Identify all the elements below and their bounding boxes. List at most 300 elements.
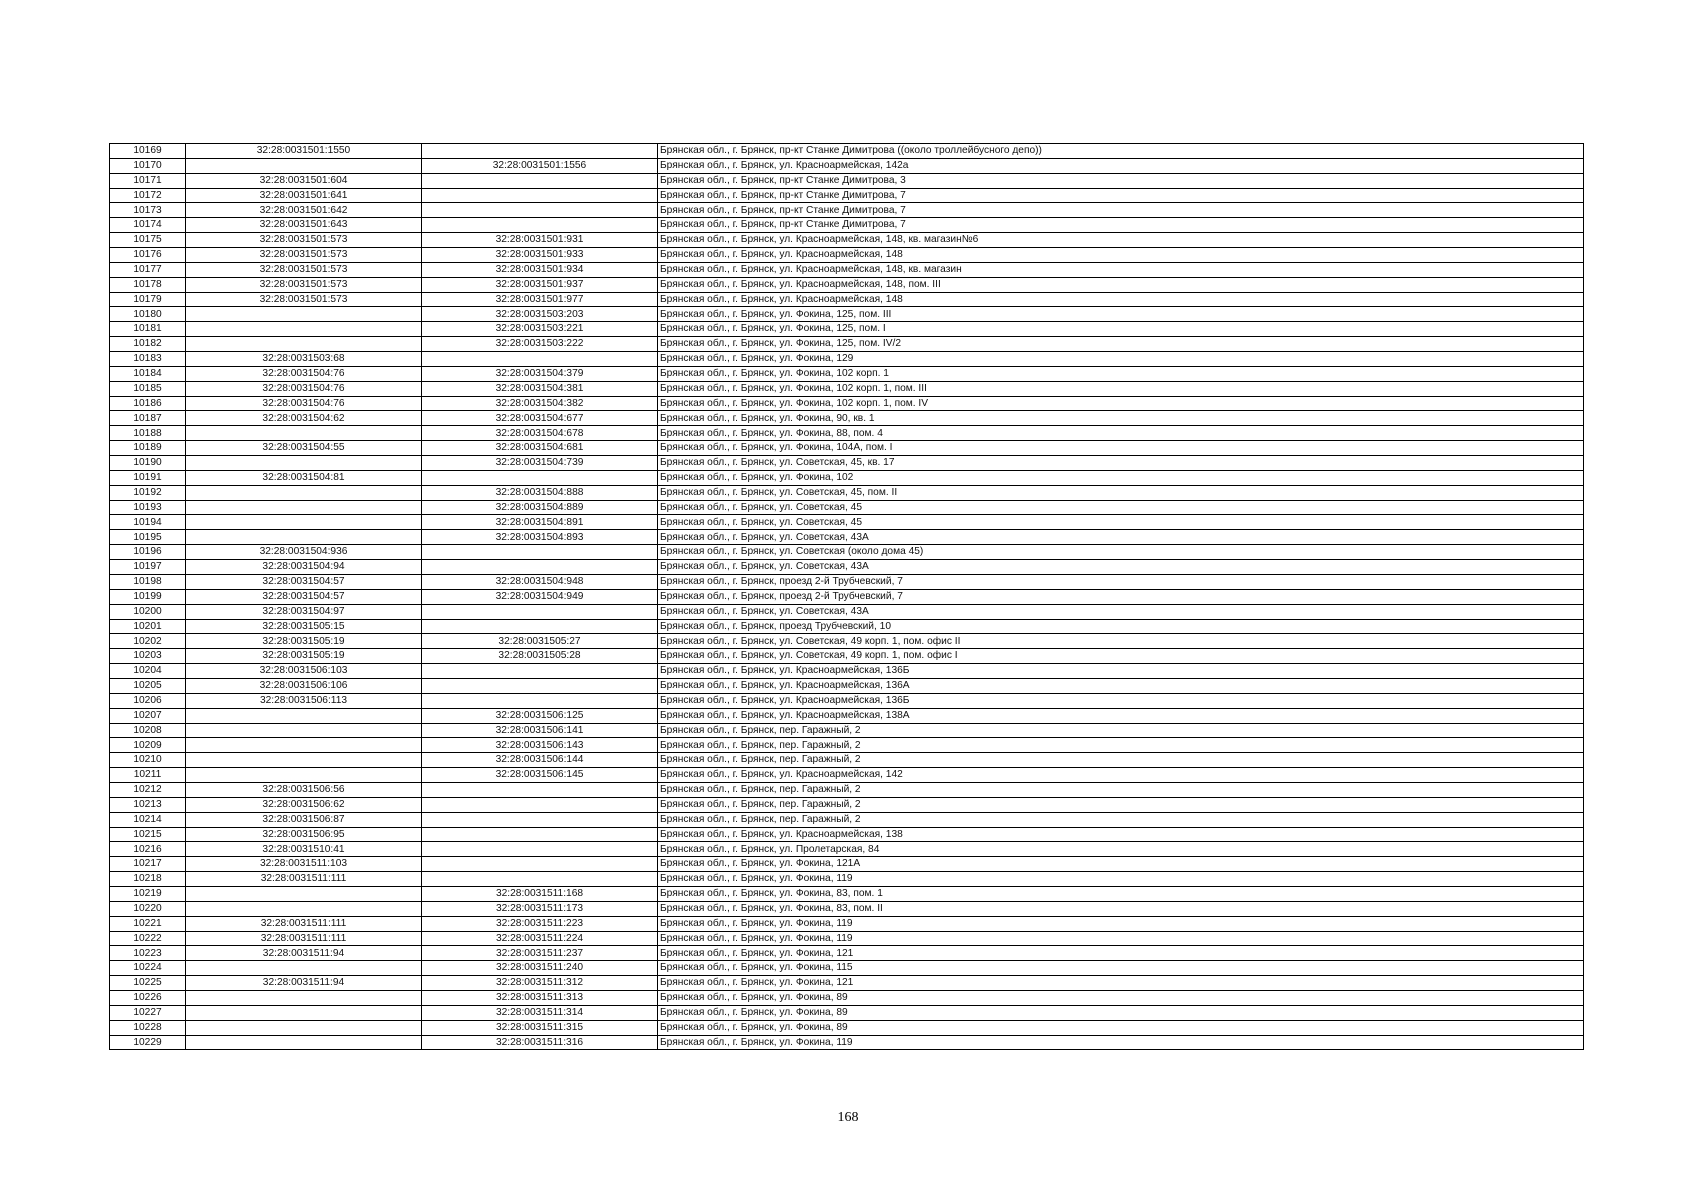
row-number-cell: 10211 (110, 768, 186, 783)
table-row (110, 470, 1584, 485)
registry-table (109, 143, 1584, 1050)
cadastral-number-cell (186, 990, 422, 1005)
cadastral-number-cell: 32:28:0031505:19 (186, 649, 422, 664)
address-cell: Брянская обл., г. Брянск, пр-кт Станке Димитрова, 7 (658, 188, 1584, 203)
cadastral-number-cell: 32:28:0031511:111 (186, 931, 422, 946)
table-row (110, 530, 1584, 545)
table-row (110, 738, 1584, 753)
object-cadastral-number-cell: 32:28:0031504:891 (422, 515, 658, 530)
address-cell: Брянская обл., г. Брянск, ул. Красноармейская, 138А (658, 708, 1584, 723)
address-cell: Брянская обл., г. Брянск, ул. Фокина, 90, кв. 1 (658, 411, 1584, 426)
address-cell: Брянская обл., г. Брянск, ул. Советская, 45, кв. 17 (658, 456, 1584, 471)
row-number-cell: 10202 (110, 634, 186, 649)
row-number-cell: 10181 (110, 322, 186, 337)
row-number-cell: 10173 (110, 203, 186, 218)
address-cell: Брянская обл., г. Брянск, ул. Советская (около дома 45) (658, 545, 1584, 560)
object-cadastral-number-cell: 32:28:0031506:143 (422, 738, 658, 753)
table-row (110, 589, 1584, 604)
table-row (110, 1020, 1584, 1035)
address-cell: Брянская обл., г. Брянск, ул. Советская, 49 корп. 1, пом. офис II (658, 634, 1584, 649)
table-row (110, 500, 1584, 515)
cadastral-number-cell (186, 307, 422, 322)
object-cadastral-number-cell (422, 827, 658, 842)
table-row (110, 322, 1584, 337)
object-cadastral-number-cell: 32:28:0031501:937 (422, 277, 658, 292)
address-cell: Брянская обл., г. Брянск, пер. Гаражный, 2 (658, 812, 1584, 827)
object-cadastral-number-cell: 32:28:0031504:948 (422, 574, 658, 589)
row-number-cell: 10187 (110, 411, 186, 426)
object-cadastral-number-cell: 32:28:0031506:144 (422, 753, 658, 768)
table-row (110, 634, 1584, 649)
table-row (110, 144, 1584, 159)
object-cadastral-number-cell (422, 619, 658, 634)
object-cadastral-number-cell: 32:28:0031503:203 (422, 307, 658, 322)
table-row (110, 901, 1584, 916)
row-number-cell: 10212 (110, 782, 186, 797)
address-cell: Брянская обл., г. Брянск, ул. Советская, 43А (658, 560, 1584, 575)
object-cadastral-number-cell: 32:28:0031506:141 (422, 723, 658, 738)
table-row (110, 173, 1584, 188)
cadastral-number-cell: 32:28:0031504:62 (186, 411, 422, 426)
table-row (110, 203, 1584, 218)
address-cell: Брянская обл., г. Брянск, ул. Фокина, 121 (658, 946, 1584, 961)
object-cadastral-number-cell: 32:28:0031501:977 (422, 292, 658, 307)
table-row (110, 708, 1584, 723)
address-cell: Брянская обл., г. Брянск, ул. Красноармейская, 148, кв. магазин№6 (658, 233, 1584, 248)
object-cadastral-number-cell (422, 872, 658, 887)
row-number-cell: 10198 (110, 574, 186, 589)
cadastral-number-cell: 32:28:0031511:103 (186, 857, 422, 872)
row-number-cell: 10172 (110, 188, 186, 203)
row-number-cell: 10213 (110, 797, 186, 812)
row-number-cell: 10177 (110, 262, 186, 277)
cadastral-number-cell (186, 322, 422, 337)
object-cadastral-number-cell: 32:28:0031504:381 (422, 381, 658, 396)
address-cell: Брянская обл., г. Брянск, ул. Фокина, 83, пом. II (658, 901, 1584, 916)
address-cell: Брянская обл., г. Брянск, ул. Красноармейская, 148, кв. магазин (658, 262, 1584, 277)
address-cell: Брянская обл., г. Брянск, ул. Красноармейская, 138 (658, 827, 1584, 842)
cadastral-number-cell: 32:28:0031505:19 (186, 634, 422, 649)
address-cell: Брянская обл., г. Брянск, ул. Фокина, 88, пом. 4 (658, 426, 1584, 441)
object-cadastral-number-cell (422, 693, 658, 708)
cadastral-number-cell: 32:28:0031504:76 (186, 396, 422, 411)
row-number-cell: 10170 (110, 158, 186, 173)
cadastral-number-cell (186, 500, 422, 515)
object-cadastral-number-cell: 32:28:0031504:888 (422, 485, 658, 500)
cadastral-number-cell (186, 158, 422, 173)
address-cell: Брянская обл., г. Брянск, пер. Гаражный, 2 (658, 723, 1584, 738)
row-number-cell: 10196 (110, 545, 186, 560)
address-cell: Брянская обл., г. Брянск, ул. Красноармейская, 142а (658, 158, 1584, 173)
table-row (110, 678, 1584, 693)
cadastral-number-cell: 32:28:0031506:103 (186, 664, 422, 679)
address-cell: Брянская обл., г. Брянск, ул. Советская, 49 корп. 1, пом. офис I (658, 649, 1584, 664)
row-number-cell: 10183 (110, 352, 186, 367)
table-row (110, 188, 1584, 203)
object-cadastral-number-cell: 32:28:0031504:382 (422, 396, 658, 411)
address-cell: Брянская обл., г. Брянск, ул. Фокина, 102 корп. 1, пом. IV (658, 396, 1584, 411)
table-row (110, 560, 1584, 575)
row-number-cell: 10205 (110, 678, 186, 693)
object-cadastral-number-cell (422, 664, 658, 679)
table-row (110, 723, 1584, 738)
row-number-cell: 10209 (110, 738, 186, 753)
table-row (110, 812, 1584, 827)
table-row (110, 233, 1584, 248)
row-number-cell: 10178 (110, 277, 186, 292)
row-number-cell: 10192 (110, 485, 186, 500)
row-number-cell: 10176 (110, 248, 186, 263)
row-number-cell: 10226 (110, 990, 186, 1005)
object-cadastral-number-cell: 32:28:0031504:681 (422, 441, 658, 456)
table-row (110, 664, 1584, 679)
table-row (110, 292, 1584, 307)
object-cadastral-number-cell: 32:28:0031504:677 (422, 411, 658, 426)
object-cadastral-number-cell (422, 470, 658, 485)
table-row (110, 441, 1584, 456)
object-cadastral-number-cell: 32:28:0031504:678 (422, 426, 658, 441)
address-cell: Брянская обл., г. Брянск, ул. Фокина, 89 (658, 1005, 1584, 1020)
cadastral-number-cell (186, 901, 422, 916)
page-number: 168 (837, 1110, 859, 1125)
address-cell: Брянская обл., г. Брянск, ул. Фокина, 89 (658, 1020, 1584, 1035)
table-row (110, 619, 1584, 634)
address-cell: Брянская обл., г. Брянск, ул. Фокина, 129 (658, 352, 1584, 367)
address-cell: Брянская обл., г. Брянск, пр-кт Станке Димитрова, 7 (658, 218, 1584, 233)
row-number-cell: 10197 (110, 560, 186, 575)
cadastral-number-cell: 32:28:0031504:97 (186, 604, 422, 619)
table-row (110, 797, 1584, 812)
object-cadastral-number-cell: 32:28:0031503:222 (422, 337, 658, 352)
address-cell: Брянская обл., г. Брянск, ул. Красноармейская, 148, пом. III (658, 277, 1584, 292)
object-cadastral-number-cell: 32:28:0031511:312 (422, 976, 658, 991)
row-number-cell: 10179 (110, 292, 186, 307)
cadastral-number-cell: 32:28:0031503:68 (186, 352, 422, 367)
object-cadastral-number-cell: 32:28:0031511:237 (422, 946, 658, 961)
table-row (110, 411, 1584, 426)
table-row (110, 352, 1584, 367)
table-row (110, 916, 1584, 931)
table-row (110, 381, 1584, 396)
table-row (110, 337, 1584, 352)
row-number-cell: 10184 (110, 366, 186, 381)
cadastral-number-cell: 32:28:0031504:57 (186, 589, 422, 604)
object-cadastral-number-cell: 32:28:0031511:313 (422, 990, 658, 1005)
cadastral-number-cell: 32:28:0031501:573 (186, 233, 422, 248)
cadastral-number-cell (186, 1020, 422, 1035)
cadastral-number-cell: 32:28:0031504:57 (186, 574, 422, 589)
object-cadastral-number-cell: 32:28:0031504:379 (422, 366, 658, 381)
cadastral-number-cell: 32:28:0031501:1550 (186, 144, 422, 159)
object-cadastral-number-cell (422, 545, 658, 560)
row-number-cell: 10194 (110, 515, 186, 530)
object-cadastral-number-cell: 32:28:0031511:314 (422, 1005, 658, 1020)
cadastral-number-cell: 32:28:0031505:15 (186, 619, 422, 634)
row-number-cell: 10220 (110, 901, 186, 916)
cadastral-number-cell (186, 530, 422, 545)
registry-table-body (110, 144, 1584, 1050)
table-row (110, 248, 1584, 263)
cadastral-number-cell: 32:28:0031501:641 (186, 188, 422, 203)
object-cadastral-number-cell: 32:28:0031506:125 (422, 708, 658, 723)
row-number-cell: 10224 (110, 961, 186, 976)
address-cell: Брянская обл., г. Брянск, ул. Красноармейская, 148 (658, 292, 1584, 307)
table-row (110, 1005, 1584, 1020)
object-cadastral-number-cell: 32:28:0031501:931 (422, 233, 658, 248)
object-cadastral-number-cell (422, 857, 658, 872)
object-cadastral-number-cell: 32:28:0031505:27 (422, 634, 658, 649)
address-cell: Брянская обл., г. Брянск, пер. Гаражный, 2 (658, 738, 1584, 753)
cadastral-number-cell (186, 738, 422, 753)
cadastral-number-cell: 32:28:0031504:76 (186, 381, 422, 396)
address-cell: Брянская обл., г. Брянск, ул. Советская, 45 (658, 500, 1584, 515)
row-number-cell: 10227 (110, 1005, 186, 1020)
row-number-cell: 10214 (110, 812, 186, 827)
cadastral-number-cell: 32:28:0031506:62 (186, 797, 422, 812)
object-cadastral-number-cell: 32:28:0031511:315 (422, 1020, 658, 1035)
table-row (110, 396, 1584, 411)
object-cadastral-number-cell (422, 842, 658, 857)
table-row (110, 604, 1584, 619)
object-cadastral-number-cell (422, 173, 658, 188)
object-cadastral-number-cell: 32:28:0031511:240 (422, 961, 658, 976)
cadastral-number-cell: 32:28:0031501:573 (186, 292, 422, 307)
object-cadastral-number-cell (422, 560, 658, 575)
object-cadastral-number-cell (422, 782, 658, 797)
address-cell: Брянская обл., г. Брянск, ул. Фокина, 125, пом. I (658, 322, 1584, 337)
cadastral-number-cell: 32:28:0031511:94 (186, 946, 422, 961)
address-cell: Брянская обл., г. Брянск, ул. Фокина, 119 (658, 872, 1584, 887)
row-number-cell: 10193 (110, 500, 186, 515)
cadastral-number-cell: 32:28:0031501:642 (186, 203, 422, 218)
address-cell: Брянская обл., г. Брянск, ул. Фокина, 102 корп. 1 (658, 366, 1584, 381)
row-number-cell: 10185 (110, 381, 186, 396)
table-row (110, 307, 1584, 322)
row-number-cell: 10215 (110, 827, 186, 842)
object-cadastral-number-cell (422, 678, 658, 693)
cadastral-number-cell: 32:28:0031510:41 (186, 842, 422, 857)
row-number-cell: 10169 (110, 144, 186, 159)
row-number-cell: 10208 (110, 723, 186, 738)
row-number-cell: 10218 (110, 872, 186, 887)
table-row (110, 886, 1584, 901)
cadastral-number-cell: 32:28:0031504:76 (186, 366, 422, 381)
row-number-cell: 10171 (110, 173, 186, 188)
address-cell: Брянская обл., г. Брянск, ул. Фокина, 121А (658, 857, 1584, 872)
cadastral-number-cell (186, 337, 422, 352)
table-row (110, 366, 1584, 381)
object-cadastral-number-cell: 32:28:0031501:1556 (422, 158, 658, 173)
address-cell: Брянская обл., г. Брянск, пер. Гаражный, 2 (658, 782, 1584, 797)
table-row (110, 872, 1584, 887)
table-row (110, 262, 1584, 277)
address-cell: Брянская обл., г. Брянск, ул. Красноармейская, 136Б (658, 693, 1584, 708)
cadastral-number-cell: 32:28:0031501:573 (186, 262, 422, 277)
cadastral-number-cell (186, 886, 422, 901)
row-number-cell: 10200 (110, 604, 186, 619)
address-cell: Брянская обл., г. Брянск, ул. Советская, 43А (658, 604, 1584, 619)
cadastral-number-cell: 32:28:0031511:111 (186, 916, 422, 931)
row-number-cell: 10204 (110, 664, 186, 679)
object-cadastral-number-cell (422, 218, 658, 233)
object-cadastral-number-cell: 32:28:0031511:173 (422, 901, 658, 916)
object-cadastral-number-cell (422, 352, 658, 367)
object-cadastral-number-cell: 32:28:0031501:933 (422, 248, 658, 263)
cadastral-number-cell: 32:28:0031504:94 (186, 560, 422, 575)
table-row (110, 976, 1584, 991)
cadastral-number-cell (186, 753, 422, 768)
address-cell: Брянская обл., г. Брянск, ул. Фокина, 119 (658, 1035, 1584, 1050)
address-cell: Брянская обл., г. Брянск, ул. Фокина, 115 (658, 961, 1584, 976)
cadastral-number-cell (186, 1035, 422, 1050)
address-cell: Брянская обл., г. Брянск, ул. Красноармейская, 148 (658, 248, 1584, 263)
object-cadastral-number-cell (422, 797, 658, 812)
address-cell: Брянская обл., г. Брянск, ул. Красноармейская, 142 (658, 768, 1584, 783)
table-row (110, 277, 1584, 292)
table-row (110, 1035, 1584, 1050)
cadastral-number-cell: 32:28:0031506:56 (186, 782, 422, 797)
table-row (110, 485, 1584, 500)
row-number-cell: 10190 (110, 456, 186, 471)
object-cadastral-number-cell: 32:28:0031511:316 (422, 1035, 658, 1050)
table-row (110, 426, 1584, 441)
cadastral-number-cell (186, 1005, 422, 1020)
object-cadastral-number-cell: 32:28:0031504:893 (422, 530, 658, 545)
address-cell: Брянская обл., г. Брянск, проезд Трубчевский, 10 (658, 619, 1584, 634)
table-row (110, 574, 1584, 589)
table-row (110, 990, 1584, 1005)
table-row (110, 515, 1584, 530)
address-cell: Брянская обл., г. Брянск, ул. Фокина, 119 (658, 916, 1584, 931)
cadastral-number-cell: 32:28:0031504:55 (186, 441, 422, 456)
address-cell: Брянская обл., г. Брянск, ул. Фокина, 102 корп. 1, пом. III (658, 381, 1584, 396)
cadastral-number-cell: 32:28:0031501:604 (186, 173, 422, 188)
address-cell: Брянская обл., г. Брянск, ул. Советская, 43А (658, 530, 1584, 545)
address-cell: Брянская обл., г. Брянск, ул. Пролетарская, 84 (658, 842, 1584, 857)
row-number-cell: 10201 (110, 619, 186, 634)
table-row (110, 456, 1584, 471)
row-number-cell: 10191 (110, 470, 186, 485)
row-number-cell: 10189 (110, 441, 186, 456)
table-row (110, 649, 1584, 664)
object-cadastral-number-cell: 32:28:0031506:145 (422, 768, 658, 783)
cadastral-number-cell (186, 961, 422, 976)
cadastral-number-cell: 32:28:0031506:95 (186, 827, 422, 842)
object-cadastral-number-cell (422, 604, 658, 619)
object-cadastral-number-cell: 32:28:0031504:889 (422, 500, 658, 515)
row-number-cell: 10199 (110, 589, 186, 604)
cadastral-number-cell (186, 515, 422, 530)
cadastral-number-cell (186, 485, 422, 500)
cadastral-number-cell: 32:28:0031501:643 (186, 218, 422, 233)
address-cell: Брянская обл., г. Брянск, ул. Фокина, 119 (658, 931, 1584, 946)
row-number-cell: 10228 (110, 1020, 186, 1035)
cadastral-number-cell: 32:28:0031506:87 (186, 812, 422, 827)
table-row (110, 961, 1584, 976)
object-cadastral-number-cell (422, 812, 658, 827)
table-row (110, 753, 1584, 768)
object-cadastral-number-cell: 32:28:0031505:28 (422, 649, 658, 664)
row-number-cell: 10174 (110, 218, 186, 233)
row-number-cell: 10210 (110, 753, 186, 768)
row-number-cell: 10203 (110, 649, 186, 664)
row-number-cell: 10182 (110, 337, 186, 352)
row-number-cell: 10195 (110, 530, 186, 545)
address-cell: Брянская обл., г. Брянск, ул. Фокина, 102 (658, 470, 1584, 485)
row-number-cell: 10216 (110, 842, 186, 857)
address-cell: Брянская обл., г. Брянск, проезд 2-й Трубчевский, 7 (658, 574, 1584, 589)
table-row (110, 693, 1584, 708)
row-number-cell: 10222 (110, 931, 186, 946)
row-number-cell: 10180 (110, 307, 186, 322)
address-cell: Брянская обл., г. Брянск, пр-кт Станке Димитрова, 7 (658, 203, 1584, 218)
table-row (110, 782, 1584, 797)
address-cell: Брянская обл., г. Брянск, пер. Гаражный, 2 (658, 753, 1584, 768)
cadastral-number-cell (186, 708, 422, 723)
object-cadastral-number-cell: 32:28:0031511:168 (422, 886, 658, 901)
address-cell: Брянская обл., г. Брянск, ул. Красноармейская, 136А (658, 678, 1584, 693)
row-number-cell: 10175 (110, 233, 186, 248)
table-row (110, 827, 1584, 842)
object-cadastral-number-cell: 32:28:0031501:934 (422, 262, 658, 277)
row-number-cell: 10217 (110, 857, 186, 872)
cadastral-number-cell: 32:28:0031511:94 (186, 976, 422, 991)
object-cadastral-number-cell: 32:28:0031503:221 (422, 322, 658, 337)
address-cell: Брянская обл., г. Брянск, проезд 2-й Трубчевский, 7 (658, 589, 1584, 604)
object-cadastral-number-cell: 32:28:0031511:224 (422, 931, 658, 946)
table-row (110, 857, 1584, 872)
table-row (110, 842, 1584, 857)
address-cell: Брянская обл., г. Брянск, ул. Красноармейская, 136Б (658, 664, 1584, 679)
object-cadastral-number-cell: 32:28:0031504:739 (422, 456, 658, 471)
address-cell: Брянская обл., г. Брянск, ул. Фокина, 125, пом. IV/2 (658, 337, 1584, 352)
cadastral-number-cell: 32:28:0031504:936 (186, 545, 422, 560)
object-cadastral-number-cell (422, 188, 658, 203)
table-row (110, 158, 1584, 173)
address-cell: Брянская обл., г. Брянск, ул. Фокина, 104А, пом. I (658, 441, 1584, 456)
cadastral-number-cell: 32:28:0031506:113 (186, 693, 422, 708)
cadastral-number-cell (186, 426, 422, 441)
object-cadastral-number-cell (422, 144, 658, 159)
table-row (110, 545, 1584, 560)
address-cell: Брянская обл., г. Брянск, ул. Фокина, 89 (658, 990, 1584, 1005)
address-cell: Брянская обл., г. Брянск, ул. Фокина, 83, пом. 1 (658, 886, 1584, 901)
cadastral-number-cell: 32:28:0031506:106 (186, 678, 422, 693)
row-number-cell: 10186 (110, 396, 186, 411)
cadastral-number-cell: 32:28:0031511:111 (186, 872, 422, 887)
address-cell: Брянская обл., г. Брянск, пер. Гаражный, 2 (658, 797, 1584, 812)
address-cell: Брянская обл., г. Брянск, ул. Фокина, 121 (658, 976, 1584, 991)
object-cadastral-number-cell: 32:28:0031511:223 (422, 916, 658, 931)
table-row (110, 218, 1584, 233)
address-cell: Брянская обл., г. Брянск, ул. Фокина, 125, пом. III (658, 307, 1584, 322)
address-cell: Брянская обл., г. Брянск, пр-кт Станке Димитрова, 3 (658, 173, 1584, 188)
table-row (110, 931, 1584, 946)
row-number-cell: 10188 (110, 426, 186, 441)
row-number-cell: 10229 (110, 1035, 186, 1050)
row-number-cell: 10223 (110, 946, 186, 961)
table-row (110, 768, 1584, 783)
address-cell: Брянская обл., г. Брянск, ул. Советская, 45 (658, 515, 1584, 530)
object-cadastral-number-cell (422, 203, 658, 218)
row-number-cell: 10221 (110, 916, 186, 931)
cadastral-number-cell: 32:28:0031501:573 (186, 277, 422, 292)
cadastral-number-cell: 32:28:0031504:81 (186, 470, 422, 485)
cadastral-number-cell (186, 768, 422, 783)
table-row (110, 946, 1584, 961)
cadastral-number-cell: 32:28:0031501:573 (186, 248, 422, 263)
cadastral-number-cell (186, 723, 422, 738)
